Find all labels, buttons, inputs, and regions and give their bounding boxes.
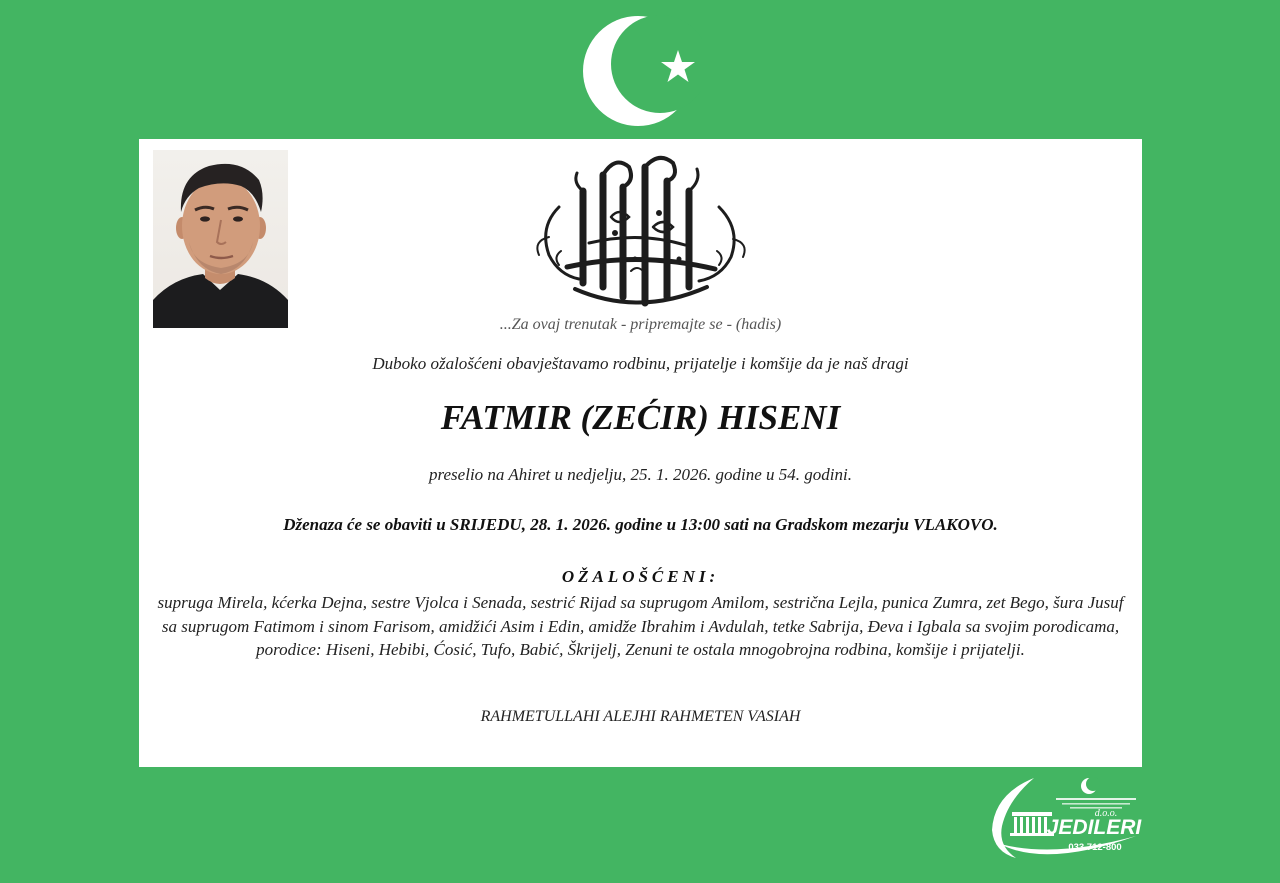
mourners-heading: OŽALOŠĆENI: <box>561 567 720 586</box>
deceased-name: FATMIR (ZEĆIR) HISENI <box>440 398 841 437</box>
logo-name: JEDILERI <box>1046 816 1142 839</box>
funeral-info: Dženaza će se obaviti u SRIJEDU, 28. 1. 2026. godine u 13:00 sati na Gradskom mezarju VLAKOVO. <box>283 515 998 534</box>
portrait-photo <box>153 150 288 328</box>
obituary-card <box>139 139 1142 767</box>
logo-phone: 033 712-800 <box>1068 842 1122 853</box>
hadith-quote: ...Za ovaj trenutak - pripremajte se - (hadis) <box>499 316 782 333</box>
closing-prayer: RAHMETULLAHI ALEJHI RAHMETEN VASIAH <box>480 708 801 725</box>
crescent-star-icon <box>580 14 702 128</box>
death-date-text: preselio na Ahiret u nedjelju, 25. 1. 2026. godine u 54. godini. <box>429 465 852 484</box>
arabic-calligraphy-emblem <box>519 147 759 319</box>
company-logo <box>986 774 1146 864</box>
announcement-intro: Duboko ožalošćeni obavještavamo rodbinu, prijatelje i komšije da je naš dragi <box>372 354 909 373</box>
logo-suffix: d.o.o. <box>1094 808 1118 819</box>
mourners-list: supruga Mirela, kćerka Dejna, sestre Vjolca i Senada, sestrić Rijad sa suprugom Amilom, sestrična Lejla, punica Zumra, zet Bego, šura Jusuf sa suprugom Fatimom i sinom Farisom, amidžići Asim i Edin, amidže Ibrahim i Avdulah, tetke Sabrija, Đeva i Igbala sa svojim porodicama, porodice: Hiseni, Hebibi, Ćosić, Tufo, Babić, Škrijelj, Zenuni te ostala mnogobrojna rodbina, komšije i prijatelji. <box>157 593 1124 659</box>
